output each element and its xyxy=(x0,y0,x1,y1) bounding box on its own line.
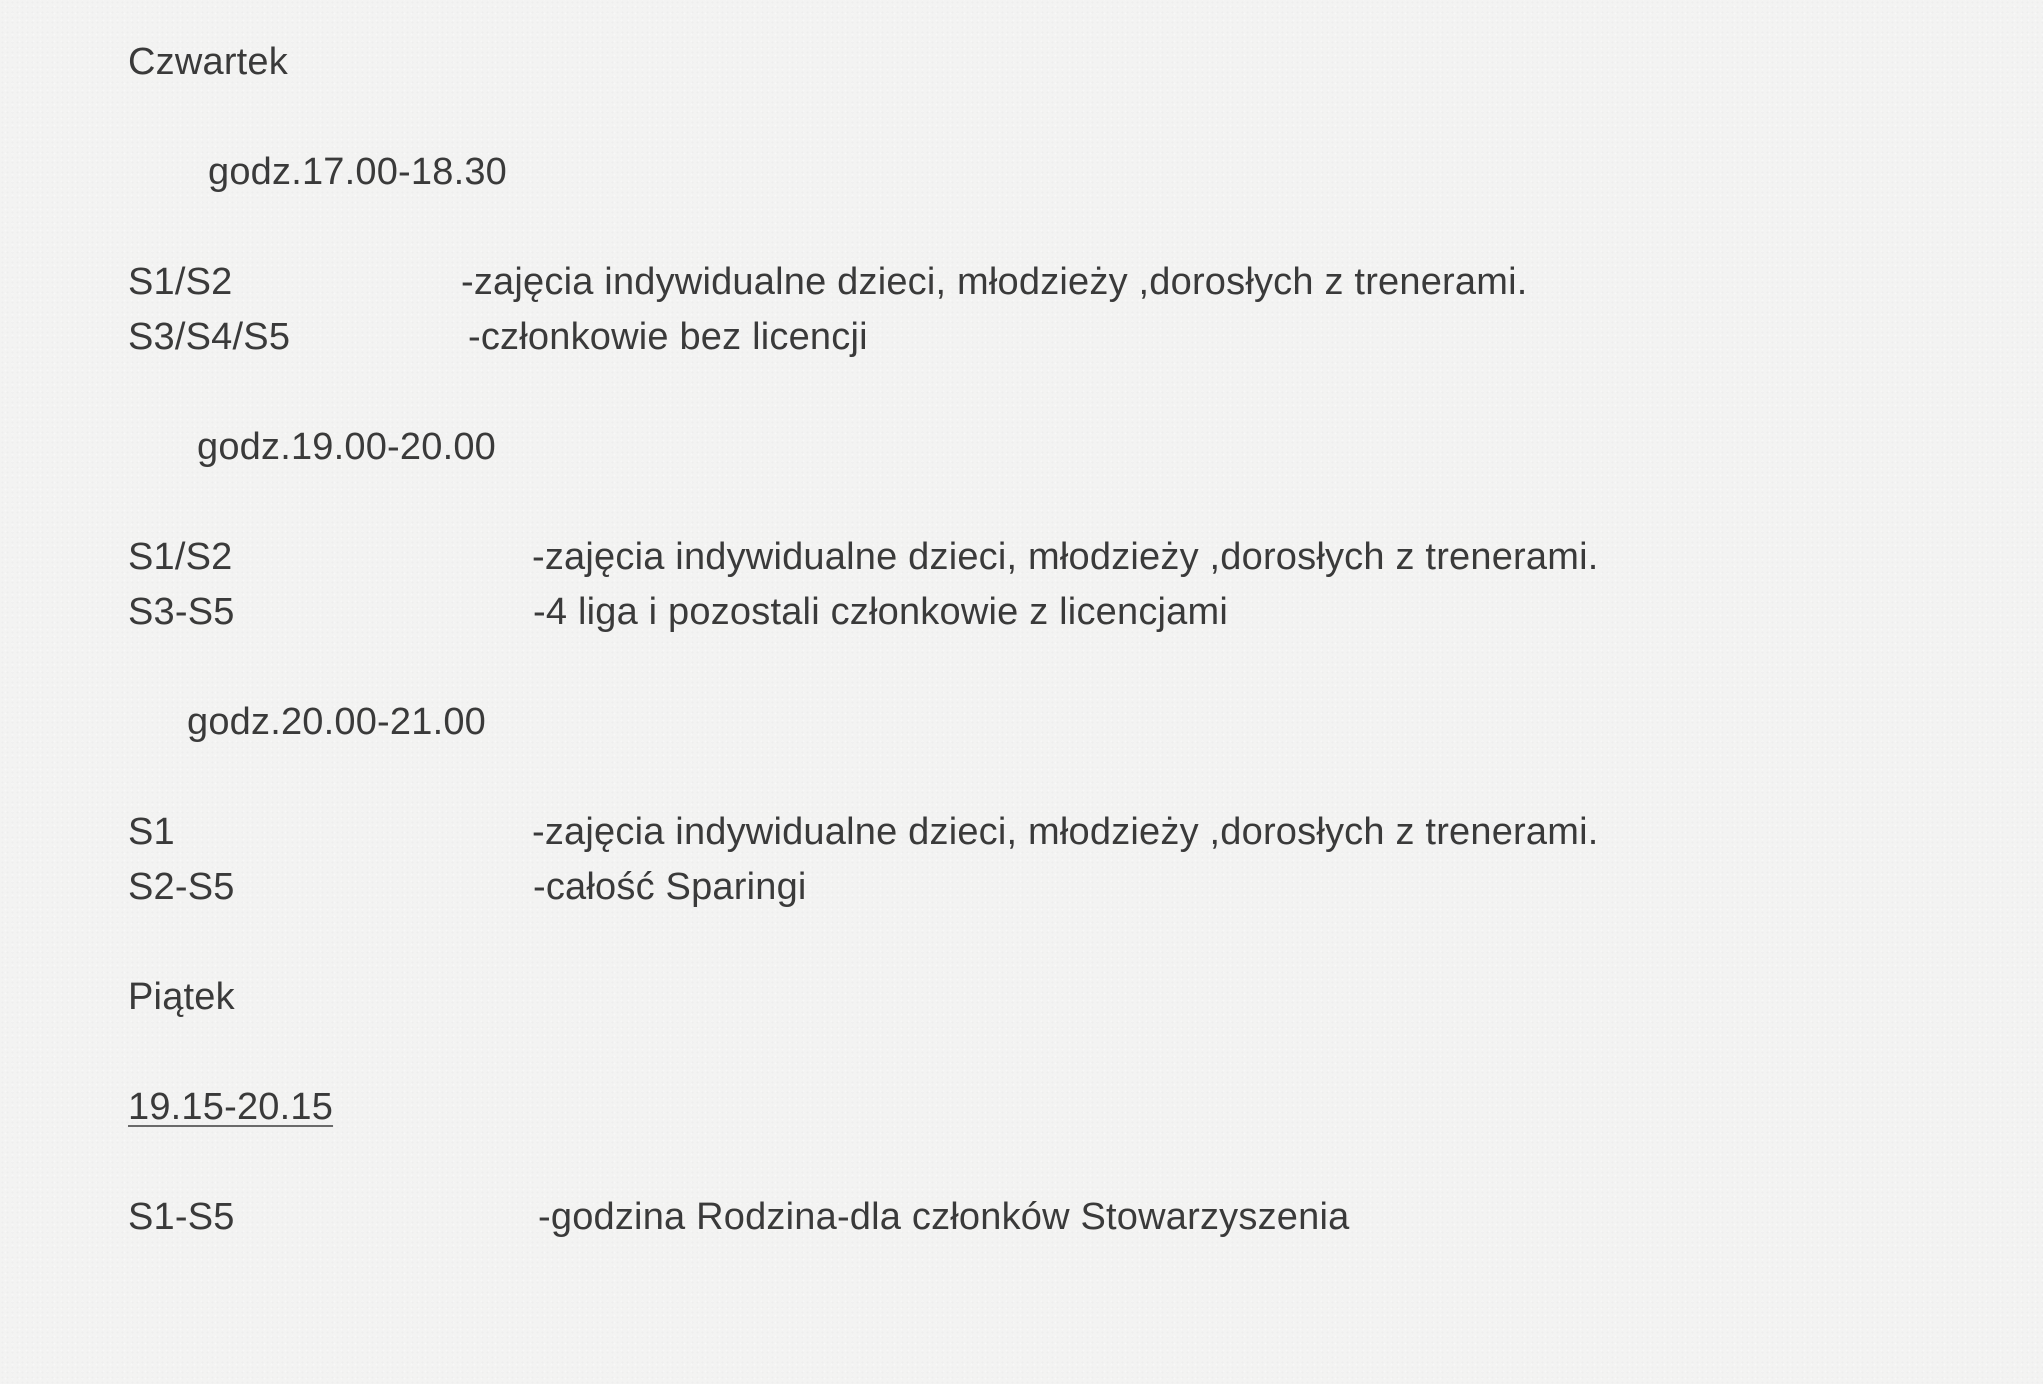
activity-description: -zajęcia indywidualne dzieci, młodzieży ,dorosłych z trenerami. xyxy=(461,261,1528,303)
day-heading-friday: Piątek xyxy=(128,976,235,1018)
time-slot-heading-underlined: 19.15-20.15 xyxy=(128,1086,334,1128)
activity-description: -zajęcia indywidualne dzieci, młodzieży ,dorosłych z trenerami. xyxy=(532,811,1599,853)
court-label: S2-S5 xyxy=(128,866,235,908)
activity-description: -godzina Rodzina-dla członków Stowarzyszenia xyxy=(538,1196,1350,1238)
court-label: S3-S5 xyxy=(128,591,235,633)
court-label: S1/S2 xyxy=(128,261,233,303)
activity-description: -członkowie bez licencji xyxy=(468,316,868,358)
court-label: S1-S5 xyxy=(128,1196,235,1238)
day-heading-thursday: Czwartek xyxy=(128,41,288,83)
court-label: S1/S2 xyxy=(128,536,233,578)
court-label: S3/S4/S5 xyxy=(128,316,291,358)
activity-description: -całość Sparingi xyxy=(533,866,807,908)
activity-description: -zajęcia indywidualne dzieci, młodzieży ,dorosłych z trenerami. xyxy=(532,536,1599,578)
court-label: S1 xyxy=(128,811,175,853)
activity-description: -4 liga i pozostali członkowie z licencjami xyxy=(533,591,1228,633)
time-slot-heading: godz.20.00-21.00 xyxy=(187,701,486,743)
time-slot-heading: godz.17.00-18.30 xyxy=(208,151,507,193)
time-slot-heading: godz.19.00-20.00 xyxy=(197,426,496,468)
